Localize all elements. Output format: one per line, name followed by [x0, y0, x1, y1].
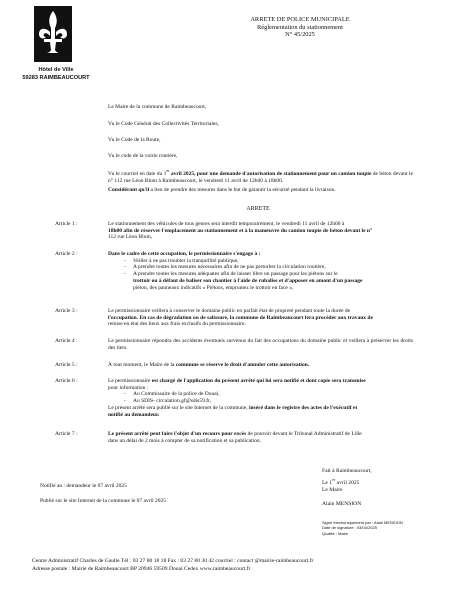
signature-date: Le 1er avril 2025 [322, 476, 360, 486]
signature-role: Le Maire [322, 487, 343, 494]
article-1-text: Le stationnement des véhicules de tous genres sera interdit temporairement, le vendredi 11 avril de 12h00 à 18h00 afin de réserver l'emplacement au stationnement et à la manœuvre du camion toupie de béton devant le n° 112 rue Léon Blum, [108, 221, 373, 241]
article-2-list [120, 258, 413, 292]
footer-contact: Centre Administratif Charles de Gaulle Tél : 03 27 80 18 18 Fax : 03 27 80 30 42 courriel : contact @mairie-raimbeaucourt.fr [32, 558, 314, 564]
city-address: 59283 RAIMBEAUCOURT [22, 75, 90, 81]
arrete-heading: ARRETE [246, 206, 270, 212]
article-6-list [120, 391, 413, 404]
document-header [210, 16, 390, 39]
vu-courriel: Vu le courriel en date du 1er avril 2025, pour une demande d'autorisation de stationnement pour un camion toupie de béton devant le n° 112 rue Léon Blum à Raimbeaucourt, le vendredi 11 avril de 12h00 à 18h00. [108, 168, 413, 184]
page-title: ARRETE DE POLICE MUNICIPALE [250, 16, 350, 23]
fleur-de-lis-logo-icon [34, 6, 72, 62]
list-item: - Veiller à ne pas troubler la tranquillité publique, [120, 258, 413, 265]
publication-note: Publié sur le site Internet de la commune le 07 avril 2025 [40, 498, 167, 504]
article-5-label: Article 5 : [55, 362, 78, 368]
vu-code-route: Vu le Code de la Route, [108, 137, 161, 143]
article-7-label: Article 7 : [55, 431, 78, 437]
article-5-text: À tout moment, le Maire de la commune se réserve le droit d'annuler cette autorisation. [108, 362, 310, 368]
arrete-number: N° 45/2025 [285, 31, 315, 39]
article-6-text: Le permissionnaire est chargé de l'application du présent arrêté qui lui sera notifié et dont copie sera transmise pour information : - Au Commissaire de la police de Douai, - Au SDIS- circulation.gf@sdis59.fr, Le présent arrêté sera publié sur le site Internet de la commune, inséré dans le registre des actes de l'exécutif et notifié au demandeur. [108, 378, 413, 418]
signature-place: Fait à Raimbeaucourt, [322, 468, 372, 474]
electronic-signature: Signé électroniquement par : Alain MENSION Date de signature : 03/04/2025 Qualité : Maire [322, 520, 403, 536]
page-subtitle: Réglementation du stationnement [257, 23, 343, 31]
article-2-text: Dans le cadre de cette occupation, le permissionnaire s'engage à : - Veiller à ne pas troubler la tranquillité publique, - A prendre toutes les mesures nécessaires afin de ne pas perturber la circulation routière, - A prendre toutes les mesures adéquates afin de laisser libre un passage pour les piétons sur le trottoir ou à défaut de baliser son chantier à l'aide de rubalise et d'apposer en amont d'un passage piéton, des panneaux indicatifs « Piétons, empruntez le trottoir en face », [108, 251, 413, 291]
list-item: - Au SDIS- circulation.gf@sdis59.fr, [120, 398, 413, 405]
article-4-text: Le permissionnaire répondra des accidents éventuels survenus du fait des occupations du domaine public et veillera à préserver les droits des tiers. [108, 338, 413, 351]
footer-address: Adresse postale : Mairie de Raimbeaucourt BP 20946 59509 Douai Cedex www.raimbeaucourt.fr [32, 566, 251, 573]
article-6-label: Article 6 : [55, 378, 78, 384]
signature-block [322, 468, 432, 509]
list-item: - A prendre toutes les mesures nécessaires afin de ne pas perturber la circulation routière, [120, 264, 413, 271]
list-item: - Au Commissaire de la police de Douai, [120, 391, 413, 398]
signature-name: Alain MENSION [322, 501, 362, 508]
list-item: - A prendre toutes les mesures adéquates afin de laisser libre un passage pour les piétons sur le trottoir ou à défaut de baliser son chantier à l'aide de rubalise et d'apposer en amont d'un passage piéton, des panneaux indicatifs « Piétons, empruntez le trottoir en face », [120, 271, 413, 291]
notification-note: Notifié au : demandeur le 07 avril 2025 [40, 483, 127, 489]
considerant: Considérant qu'il a lieu de prendre des mesures dans le but de garantir la sécurité pendant la livraison. [108, 187, 336, 193]
mayor-line: Le Maire de la commune de Raimbeaucourt, [108, 104, 207, 110]
article-7-text: Le présent arrêté peut faire l'objet d'un recours pour excès de pouvoir devant le Tribunal Administratif de Lille dans un délai de 2 mois à compter de sa notification et sa publication. [108, 431, 362, 444]
article-3-text: Le permissionnaire veillera à conserver le domaine public en parfait état de propreté pendant toute la durée de l'occupation. En cas de dégradation ou de salissure, la commune de Raimbeaucourt fera procéder aux travaux de remise en état des lieux aux frais exclusifs du permissionnaire. [108, 308, 373, 328]
vu-code-voirie: Vu le code de la voirie routière, [108, 153, 178, 159]
city-name: Hôtel de Ville [38, 67, 74, 73]
article-4-label: Article 4 : [55, 338, 78, 344]
vu-cgct: Vu le Code Général des Collectivités Territoriales, [108, 121, 219, 127]
article-3-label: Article 3 : [55, 308, 78, 314]
page-footer [32, 557, 432, 573]
article-2-label: Article 2 : [55, 251, 78, 257]
city-hall-block [8, 66, 104, 82]
article-1-label: Article 1 : [55, 221, 78, 227]
